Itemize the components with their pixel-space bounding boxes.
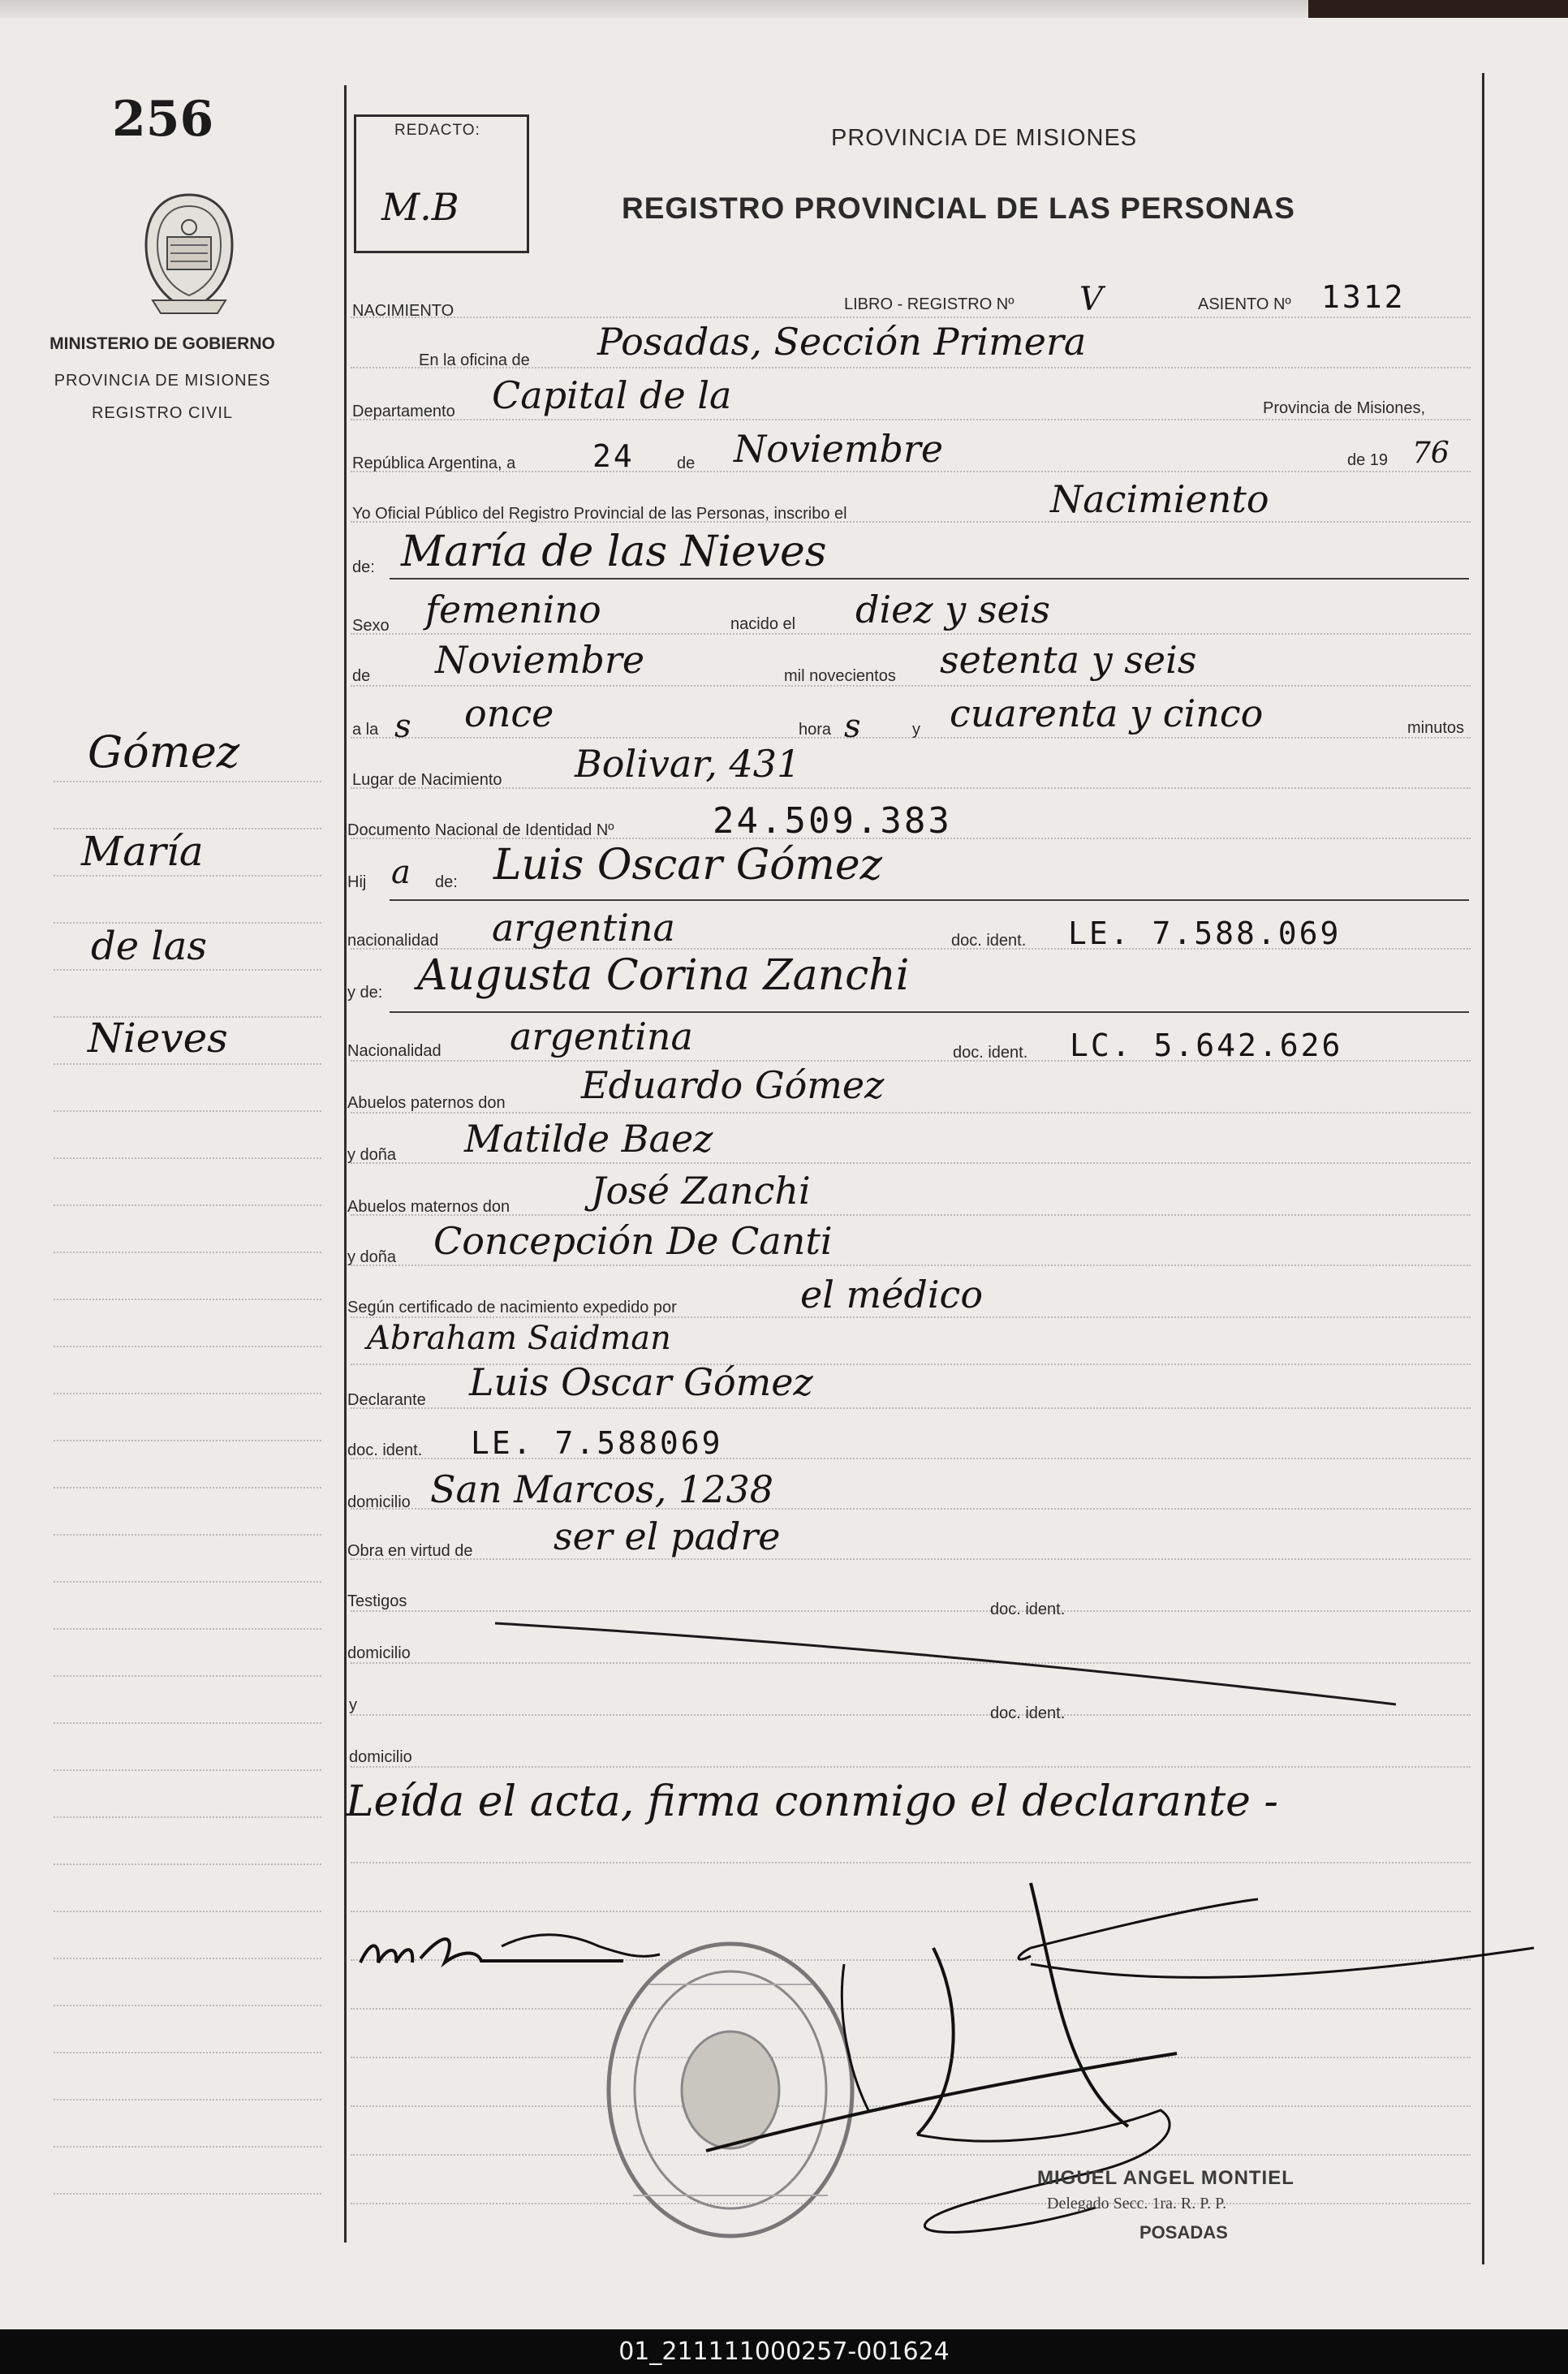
margin-ruled-line	[54, 1252, 321, 1253]
horas-suffix: s	[844, 708, 861, 745]
margin-ruled-line	[54, 1722, 321, 1724]
oficina-label: En la oficina de	[419, 351, 530, 369]
margin-ruled-line	[54, 875, 321, 877]
nacionalidad2-value: argentina	[510, 1015, 693, 1058]
y-dona-label: y doña	[347, 1146, 397, 1164]
form-ruled-line	[351, 1407, 1471, 1409]
mes-value: Noviembre	[734, 427, 944, 471]
top-edge-dark	[1308, 0, 1568, 18]
margin-ruled-line	[54, 1487, 321, 1489]
margin-surname: Gómez	[88, 726, 240, 778]
margin-ruled-line	[54, 1863, 321, 1865]
domicilio2-label: domicilio	[347, 1644, 411, 1662]
margin-ruled-line	[54, 1958, 321, 1959]
doc-ident2-label: doc. ident.	[953, 1044, 1028, 1062]
libro-label: LIBRO - REGISTRO Nº	[844, 295, 1014, 313]
oficial-label: Yo Oficial Público del Registro Provincial de las Personas, inscribo el	[352, 505, 847, 523]
hij-de-label: de:	[435, 873, 458, 891]
margin-name-part: Nieves	[88, 1015, 228, 1062]
padre-value: Luis Oscar Gómez	[493, 841, 883, 890]
margin-ruled-line	[54, 1911, 321, 1912]
form-ruled-line	[351, 633, 1471, 635]
de-label: de	[677, 455, 696, 472]
horas-value: once	[464, 692, 554, 735]
nombre-value: María de las Nieves	[401, 528, 827, 576]
year-prefix: de 19	[1347, 451, 1389, 469]
margin-ruled-line	[54, 1346, 321, 1347]
form-ruled-line	[351, 1714, 1471, 1716]
margin-ruled-line	[54, 1393, 321, 1394]
form-ruled-line	[351, 471, 1471, 472]
margin-ruled-line	[54, 969, 321, 971]
scan-caption: 01_211111000257-001624	[618, 2337, 950, 2366]
form-ruled-line	[351, 317, 1471, 318]
margin-ruled-line	[54, 1440, 321, 1441]
margin-ruled-line	[54, 1769, 321, 1771]
margin-ruled-line	[54, 1299, 321, 1300]
lugar-value: Bolivar, 431	[575, 742, 801, 786]
abuelos-paternos-value: Eduardo Gómez	[581, 1063, 885, 1107]
republica-label: República Argentina, a	[352, 455, 516, 472]
doc-ident3-label: doc. ident.	[347, 1441, 423, 1459]
alas-label: a la	[352, 721, 379, 739]
form-ruled-line	[351, 1558, 1471, 1560]
libro-value: V	[1079, 281, 1103, 318]
y-dona2-label: y doña	[347, 1248, 397, 1266]
medico-value: Abraham Saidman	[367, 1320, 671, 1357]
declarante-value: Luis Oscar Gómez	[469, 1360, 813, 1404]
form-ruled-line	[351, 685, 1471, 687]
horas-label: hora	[799, 721, 832, 739]
abuelos-maternos-value: José Zanchi	[591, 1169, 811, 1213]
coat-of-arms-icon	[136, 188, 242, 318]
abuelos-maternos-label: Abuelos maternos don	[347, 1198, 510, 1216]
domicilio3-label: domicilio	[349, 1748, 412, 1766]
lugar-label: Lugar de Nacimiento	[352, 771, 502, 789]
abuelos-paternos-label: Abuelos paternos don	[347, 1094, 506, 1112]
header-province: PROVINCIA DE MISIONES	[831, 125, 1138, 151]
departamento-value: Capital de la	[492, 373, 732, 417]
nacionalidad-value: argentina	[492, 906, 675, 950]
margin-given-name: María	[81, 828, 204, 875]
form-solid-line	[390, 1011, 1469, 1013]
y-label: y	[912, 721, 920, 739]
nacido-value: diez y seis	[855, 588, 1050, 631]
nacionalidad-label: nacionalidad	[347, 932, 439, 950]
redacto-initials: M.B	[381, 185, 459, 229]
mil-value: setenta y seis	[940, 638, 1197, 682]
form-ruled-line	[351, 1610, 1471, 1612]
de-label: de	[352, 667, 371, 685]
testigos-label: Testigos	[347, 1592, 407, 1610]
nacido-label: nacido el	[730, 615, 796, 633]
ministry-name: MINISTERIO DE GOBIERNO	[50, 334, 275, 353]
de-label: de:	[352, 558, 375, 576]
redacto-label: REDACTO:	[394, 122, 480, 139]
year-value: 76	[1412, 437, 1450, 470]
doc-ident5-label: doc. ident.	[990, 1704, 1066, 1722]
stamp-role: Delegado Secc. 1ra. R. P. P.	[1047, 2195, 1227, 2212]
doc-ident-value: LE. 7.588.069	[1068, 916, 1342, 951]
margin-ruled-line	[54, 2193, 321, 2195]
provincia-label: Provincia de Misiones,	[1263, 399, 1426, 417]
alas-suffix: s	[394, 708, 411, 745]
declarante-label: Declarante	[347, 1391, 426, 1409]
madre-value: Augusta Corina Zanchi	[417, 951, 910, 1000]
dia-value: 24	[592, 438, 635, 474]
minutos-label: minutos	[1407, 719, 1465, 737]
form-ruled-line	[351, 1766, 1471, 1768]
doc-ident-label: doc. ident.	[951, 932, 1027, 950]
dni-label: Documento Nacional de Identidad Nº	[347, 821, 614, 839]
departamento-label: Departamento	[352, 403, 455, 420]
doc-ident4-label: doc. ident.	[990, 1601, 1066, 1618]
margin-province: PROVINCIA DE MISIONES	[54, 372, 271, 390]
form-ruled-line	[351, 737, 1471, 739]
hij-suffix: a	[391, 854, 411, 891]
margin-ruled-line	[54, 1675, 321, 1677]
stamp-name: MIGUEL ANGEL MONTIEL	[1037, 2167, 1294, 2189]
form-ruled-line	[351, 1112, 1471, 1114]
margin-ruled-line	[54, 1581, 321, 1583]
mil-label: mil novecientos	[784, 667, 896, 685]
y2-label: y	[349, 1696, 357, 1714]
margin-ruled-line	[54, 781, 321, 782]
page-number: 256	[112, 91, 214, 148]
form-ruled-line	[351, 1265, 1471, 1266]
form-ruled-line	[351, 1214, 1471, 1216]
margin-rule	[344, 85, 347, 2243]
margin-ruled-line	[54, 2146, 321, 2148]
form-solid-line	[390, 578, 1469, 579]
margin-ruled-line	[54, 1534, 321, 1536]
nacionalidad2-label: Nacionalidad	[347, 1042, 442, 1060]
registry-title: REGISTRO PROVINCIAL DE LAS PERSONAS	[622, 192, 1295, 225]
form-solid-line	[390, 899, 1469, 901]
domicilio-label: domicilio	[347, 1493, 411, 1511]
margin-name-part: de las	[91, 924, 207, 969]
sexo-label: Sexo	[352, 617, 390, 635]
margin-registry: REGISTRO CIVIL	[91, 404, 234, 422]
mes2-value: Noviembre	[435, 638, 645, 682]
asiento-label: ASIENTO Nº	[1198, 295, 1291, 313]
asiento-value: 1312	[1321, 279, 1406, 315]
stamp-city: POSADAS	[1139, 2222, 1228, 2243]
segun-label: Según certificado de nacimiento expedido por	[347, 1299, 677, 1316]
form-ruled-line	[351, 419, 1471, 420]
obra-value: ser el padre	[554, 1514, 781, 1558]
domicilio-value: San Marcos, 1238	[430, 1467, 774, 1511]
doc-ident2-value: LC. 5.642.626	[1070, 1028, 1343, 1063]
sexo-value: femenino	[425, 588, 601, 631]
form-ruled-line	[351, 787, 1471, 789]
nacimiento-label: NACIMIENTO	[352, 302, 454, 320]
dni-value: 24.509.383	[713, 800, 952, 842]
margin-ruled-line	[54, 2005, 321, 2006]
margin-ruled-line	[54, 1204, 321, 1206]
margin-ruled-line	[54, 1816, 321, 1818]
margin-ruled-line	[54, 2052, 321, 2053]
margin-ruled-line	[54, 1110, 321, 1112]
doc-ident3-value: LE. 7.588069	[471, 1425, 723, 1461]
abuela-paterna-value: Matilde Baez	[464, 1117, 713, 1161]
margin-ruled-line	[54, 1063, 321, 1065]
minutos-value: cuarenta y cinco	[950, 692, 1264, 735]
hij-label: Hij	[347, 873, 367, 891]
form-ruled-line	[351, 1162, 1471, 1164]
form-ruled-line	[351, 1862, 1471, 1863]
oficial-value: Nacimiento	[1050, 477, 1269, 521]
segun-value: el médico	[800, 1273, 984, 1316]
abuela-materna-value: Concepción De Canti	[433, 1219, 833, 1263]
oficina-value: Posadas, Sección Primera	[597, 320, 1087, 364]
obra-label: Obra en virtud de	[347, 1542, 473, 1560]
y-de-label: y de:	[347, 984, 383, 1002]
witness-strike-line	[487, 1615, 1412, 1713]
margin-ruled-line	[54, 1628, 321, 1630]
leida-text: Leída el acta, firma conmigo el declarante -	[346, 1777, 1279, 1826]
margin-ruled-line	[54, 1157, 321, 1159]
margin-ruled-line	[54, 2099, 321, 2100]
